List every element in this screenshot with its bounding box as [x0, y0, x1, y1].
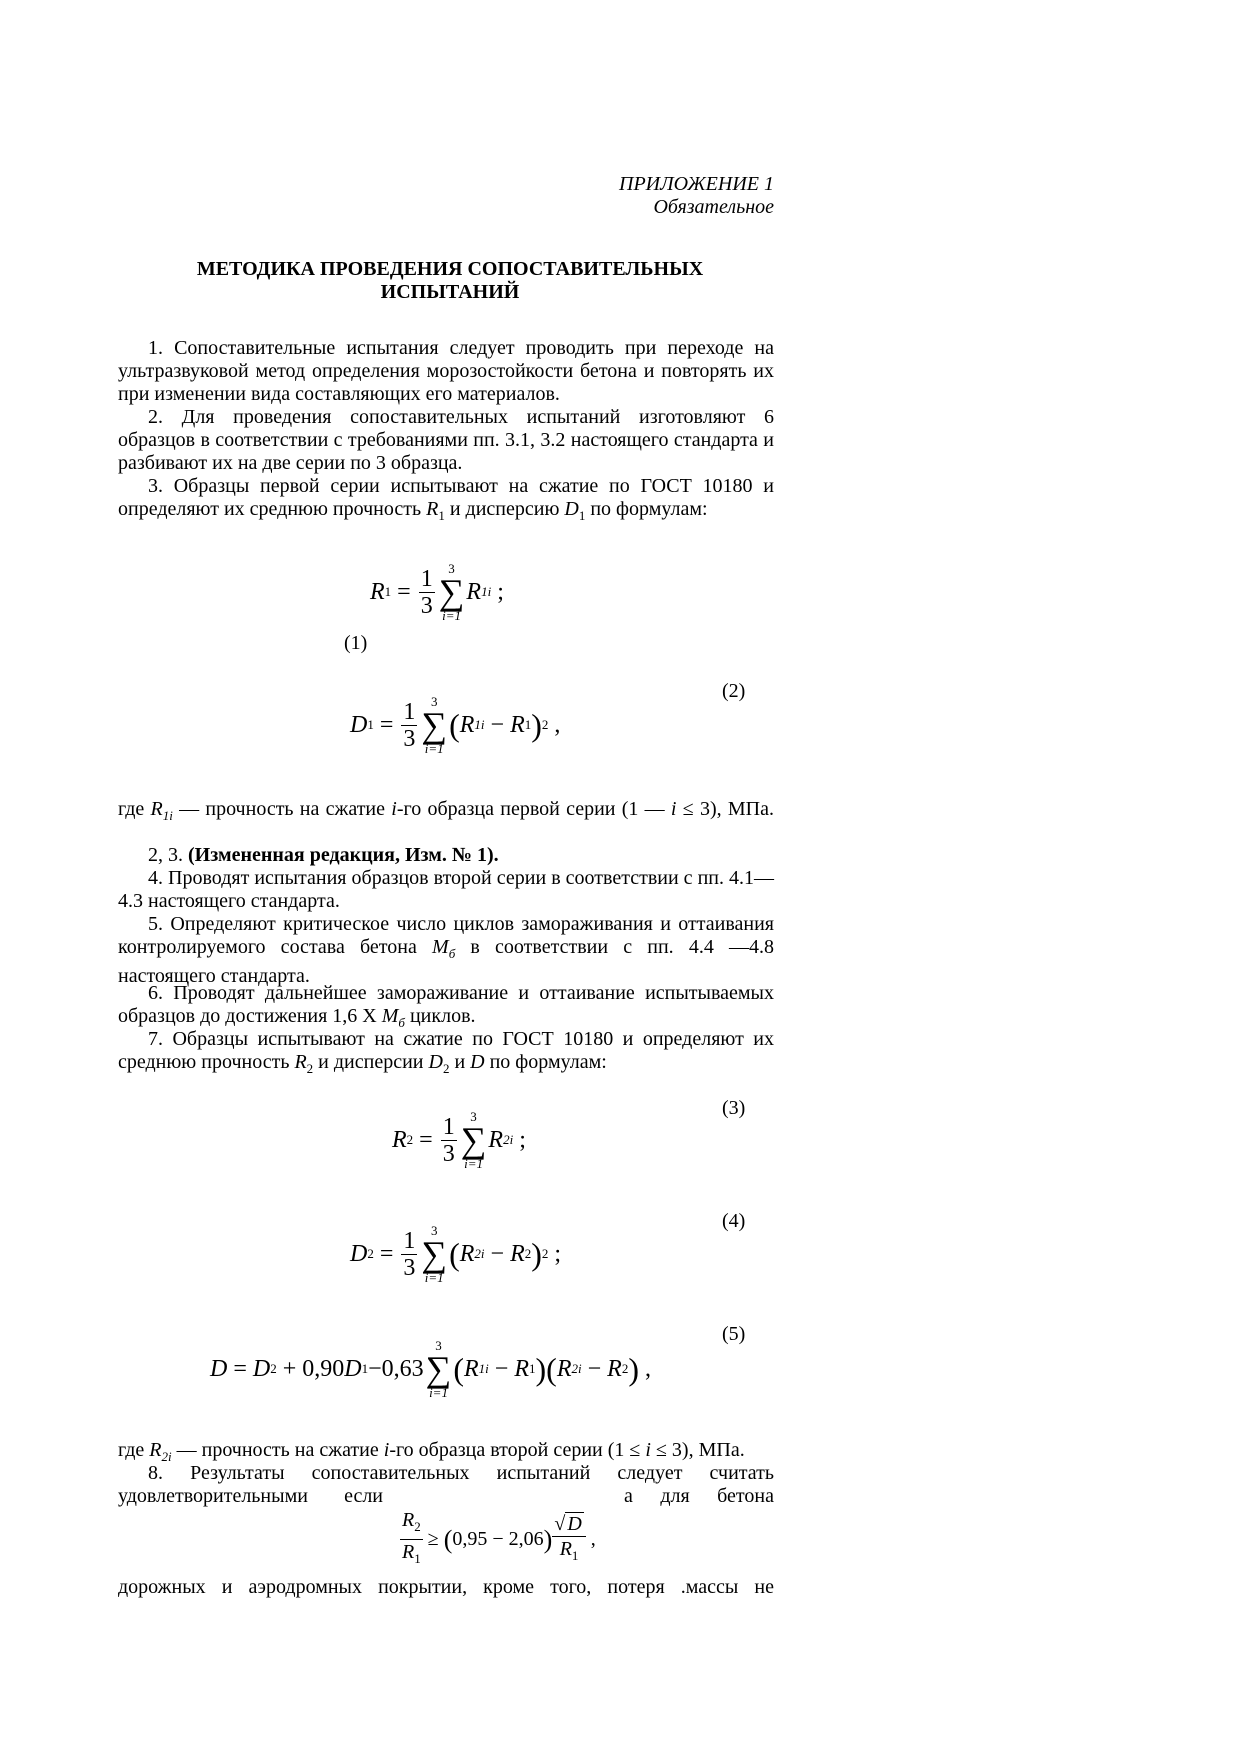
equation-number-2: (2) [722, 680, 746, 702]
paragraph-6: 6. Проводят дальнейшее замораживание и оттаивание испытываемых образцов до достижения 1,6 X $M_б$ циклов. [118, 982, 774, 1030]
paragraph-7: 7. Образцы испытывают на сжатие по ГОСТ 10180 и определяют их среднюю прочность $R_2$ и дисперсии $D_2$ и D по формулам: [118, 1028, 774, 1076]
paragraph-3: 3. Образцы первой серии испытывают на сжатие по ГОСТ 10180 и определяют их среднюю прочность $R_1$ и дисперсию $D_1$ по формулам: [118, 475, 774, 523]
paragraph-1: 1. Сопоставительные испытания следует проводить при переходе на ультразвуковой метод определения морозостойкости бетона и повторять их при изменении вида составляющих его материалов. [118, 337, 774, 405]
equation-number-5: (5) [722, 1323, 746, 1345]
formula-1: R 1 = $\frac{1}{3}$ 3 ∑ i=1 R 1i ; [370, 561, 504, 623]
amendment-note: 2, 3. (Измененная редакция, Изм. № 1). [148, 844, 499, 866]
equation-number-4: (4) [722, 1210, 746, 1232]
formula-4: D 2 = $\frac{1}{3}$ 3 ∑ i=1 ( R 2i − R 2 ) 2 ; [350, 1223, 562, 1285]
definition-r2i: где $R_{2i}$ — прочность на сжатие i-го образца второй серии (1 ≤ i ≤ 3), МПа. [118, 1439, 745, 1464]
page-title [150, 258, 750, 304]
equation-number-1: (1) [344, 632, 368, 654]
title-line-2: ИСПЫТАНИЙ [380, 281, 520, 303]
title-line-1: МЕТОДИКА ПРОВЕДЕНИЯ СОПОСТАВИТЕЛЬНЫХ [196, 258, 704, 280]
equation-number-3: (3) [722, 1097, 746, 1119]
definition-r1i: где $R_{1i}$ — прочность на сжатие i-го образца первой серии (1 — i ≤ 3), МПа. [118, 798, 774, 823]
formula-2: D 1 = $\frac{1}{3}$ 3 ∑ i=1 ( R 1i − R 1 ) 2 , [350, 694, 561, 756]
paragraph-8-continuation: дорожных и аэродромных покрытии, кроме того, потеря .массы не [118, 1576, 774, 1598]
formula-5: D = D 2 + 0,90 D 1 −0,63 3 ∑ i=1 ( R 1i − R 1 ) ( R 2i − R 2 ) , [210, 1338, 651, 1400]
appendix-status: Обязательное [653, 196, 774, 218]
paragraph-2: 2. Для проведения сопоставительных испытаний изготовляют 6 образцов в соответствии с требованиями пп. 3.1, 3.2 настоящего стандарта и разбивают их на две серии по 3 образца. [118, 406, 774, 474]
appendix-label: ПРИЛОЖЕНИЕ 1 [619, 173, 774, 195]
paragraph-8: 8. Результаты сопоставительных испытаний следует считать [148, 1462, 774, 1484]
paragraph-8-line-2: удовлетворительными если а для бетона [118, 1485, 774, 1507]
paragraph-4: 4. Проводят испытания образцов второй серии в соответствии с пп. 4.1—4.3 настоящего стандарта. [118, 867, 774, 912]
paragraph-5: 5. Определяют критическое число циклов замораживания и оттаивания контролируемого состава бетона $M_б$ в соответствии с пп. 4.4 —4.8 настоящего стандарта. [118, 913, 775, 987]
formula-6: $\frac{R_2}{R_1}$ ≥ ( 0,95 − 2,06 ) $\frac{√ D}{R_1}$ , [402, 1509, 596, 1566]
formula-3: R 2 = $\frac{1}{3}$ 3 ∑ i=1 R 2i ; [392, 1109, 526, 1171]
